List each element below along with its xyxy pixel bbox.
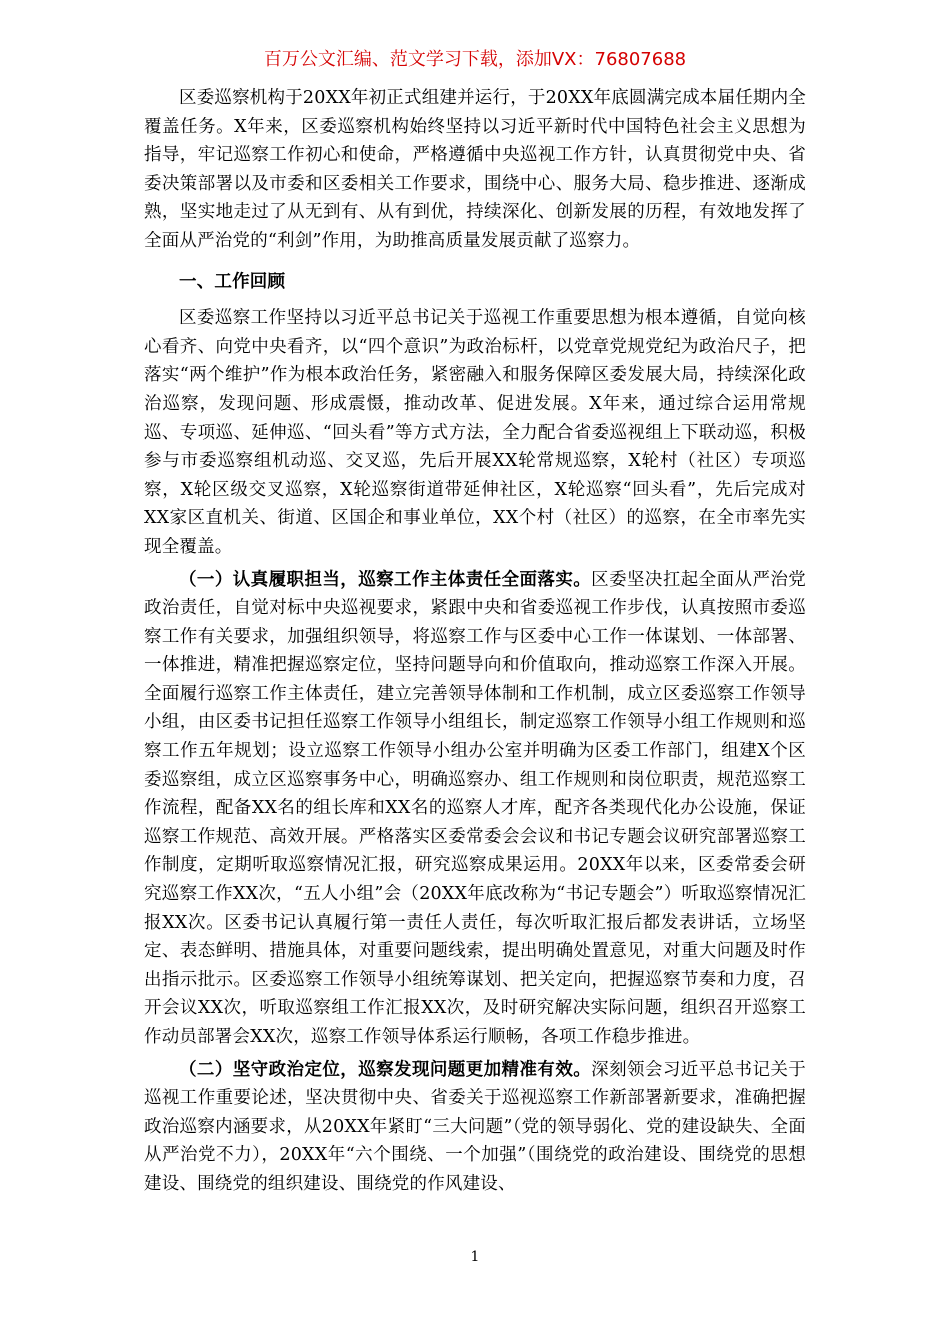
intro-paragraph: 区委巡察机构于20XX年初正式组建并运行，于20XX年底圆满完成本届任期内全覆盖任务。X年来，区委巡察机构始终坚持以习近平新时代中国特色社会主义思想为指导，牢记巡察工作初心和使命，严格遵循中央巡视工作方针，认真贯彻党中央、省委决策部署以及市委和区委相关工作要求，围绕中心、服务大局、稳步推进、逐渐成熟，坚实地走过了从无到有、从有到优，持续深化、创新发展的历程，有效地发挥了全面从严治党的“利剑”作用，为助推高质量发展贡献了巡察力。 bbox=[144, 88, 806, 251]
section-heading: 一、工作回顾 bbox=[179, 271, 286, 292]
item-2-lead: （二）坚守政治定位，巡察发现问题更加精准有效。 bbox=[179, 1059, 592, 1080]
item-1-lead: （一）认真履职担当，巡察工作主体责任全面落实。 bbox=[179, 569, 592, 590]
item-paragraph-2 bbox=[144, 1056, 806, 1199]
item-1-body: 区委坚决扛起全面从严治党政治责任，自觉对标中央巡视要求，紧跟中央和省委巡视工作步伐，认真按照市委巡察工作有关要求，加强组织领导，将巡察工作与区委中心工作一体谋划、一体部署、一体推进，精准把握巡察定位，坚持问题导向和价值取向，推动巡察工作深入开展。全面履行巡察工作主体责任，建立完善领导体制和工作机制，成立区委巡察工作领导小组，由区委书记担任巡察工作领导小组组长，制定巡察工作领导小组工作规则和巡察工作五年规划；设立巡察工作领导小组办公室并明确为区委工作部门，组建X个区委巡察组，成立区巡察事务中心，明确巡察办、组工作规则和岗位职责，规范巡察工作流程，配备XX名的组长库和XX名的巡察人才库，配齐各类现代化办公设施，保证巡察工作规范、高效开展。严格落实区委常委会会议和书记专题会议研究部署巡察工作制度，定期听取巡察情况汇报，研究巡察成果运用。20XX年以来，区委常委会研究巡察工作XX次，“五人小组”会（20XX年底改称为“书记专题会”）听取巡察情况汇报XX次。区委书记认真履行第一责任人责任，每次听取汇报后都发表讲话，立场坚定、表态鲜明、措施具体，对重要问题线索，提出明确处置意见，对重大问题及时作出指示批示。区委巡察工作领导小组统筹谋划、把关定向，把握巡察节奏和力度，召开会议XX次，听取巡察组工作汇报XX次，及时研究解决实际问题，组织召开巡察工作动员部署会XX次，巡察工作领导体系运行顺畅，各项工作稳步推进。 bbox=[144, 569, 806, 1047]
header-banner: 百万公文汇编、范文学习下载，添加VX：76807688 bbox=[263, 49, 687, 70]
item-paragraph-1 bbox=[144, 566, 806, 1052]
document-body bbox=[144, 84, 806, 1199]
page-number: 1 bbox=[470, 1249, 480, 1265]
review-paragraph: 区委巡察工作坚持以习近平总书记关于巡视工作重要思想为根本遵循，自觉向核心看齐、向党中央看齐，以“四个意识”为政治标杆，以党章党规党纪为政治尺子，把落实“两个维护”作为根本政治任务，紧密融入和服务保障区委发展大局，持续深化政治巡察，发现问题、形成震慑，推动改革、促进发展。X年来，通过综合运用常规巡、专项巡、延伸巡、“回头看”等方式方法，全力配合省委巡视组上下联动巡，积极参与市委巡察组机动巡、交叉巡，先后开展XX轮常规巡察，X轮村（社区）专项巡察，X轮区级交叉巡察，X轮巡察街道带延伸社区，X轮巡察“回头看”，先后完成对XX家区直机关、街道、区国企和事业单位，XX个村（社区）的巡察，在全市率先实现全覆盖。 bbox=[144, 308, 806, 557]
item-2-body: 深刻领会习近平总书记关于巡视工作重要论述，坚决贯彻中央、省委关于巡视巡察工作新部署新要求，准确把握政治巡察内涵要求，从20XX年紧盯“三大问题”（党的领导弱化、党的建设缺失、全面从严治党不力），20XX年“六个围绕、一个加强”（围绕党的政治建设、围绕党的思想建设、围绕党的组织建设、围绕党的作风建设、 bbox=[144, 1059, 806, 1194]
